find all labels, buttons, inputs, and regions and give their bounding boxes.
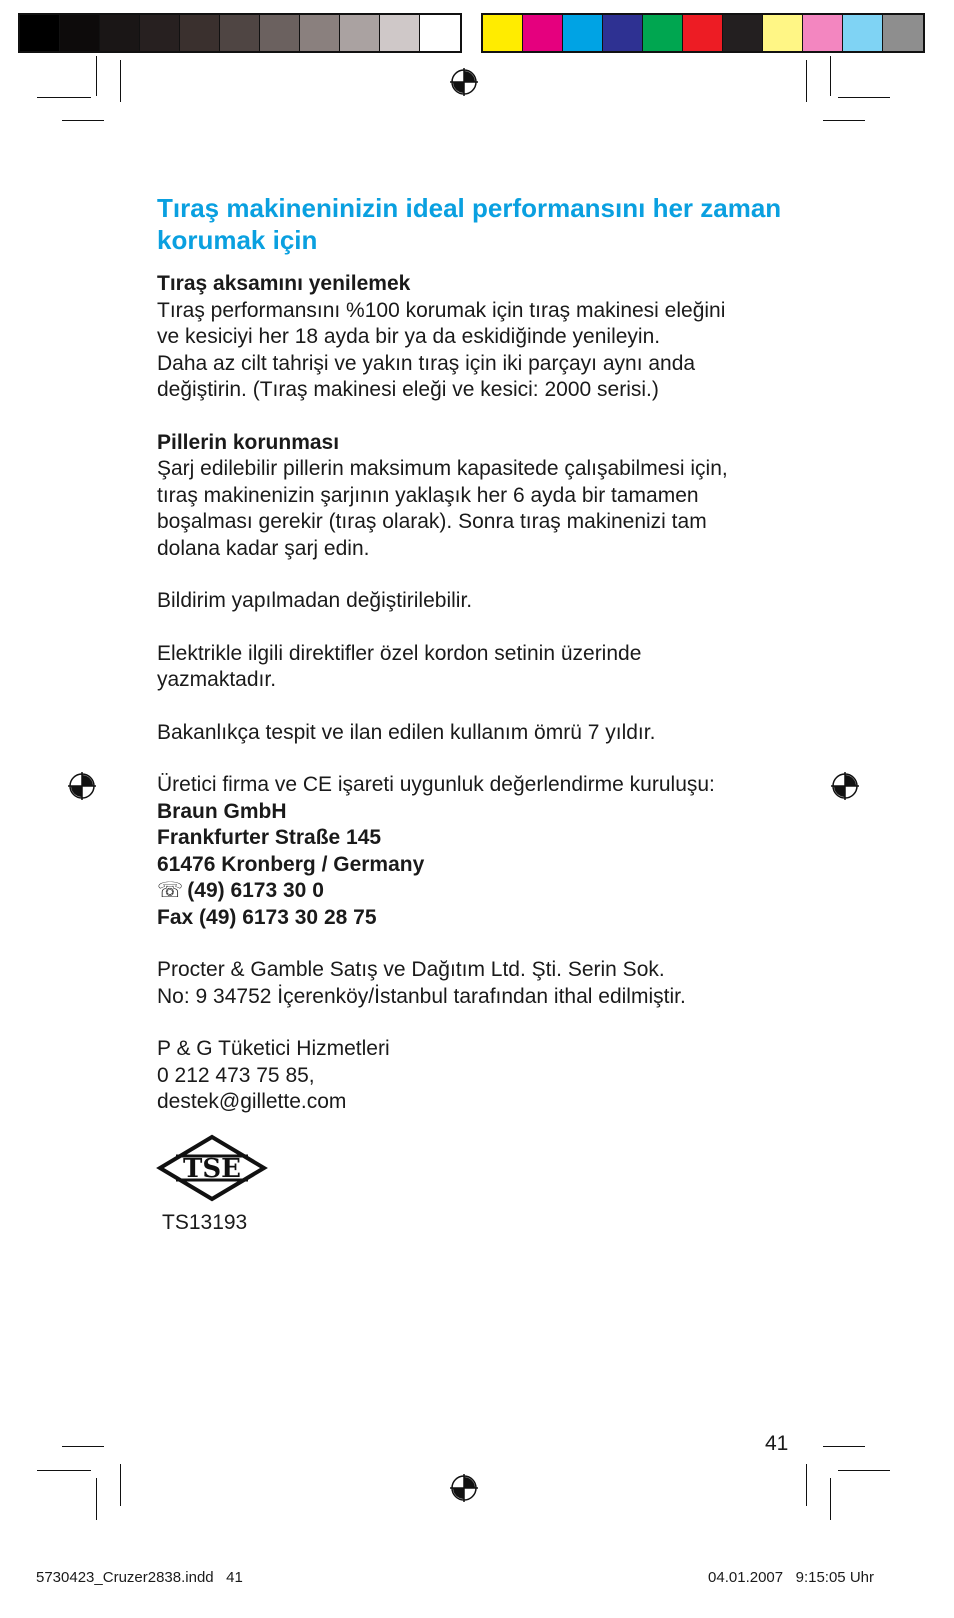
manufacturer-block [157, 772, 807, 931]
tse-logo-text: TSE [183, 1154, 241, 1184]
page-title: Tıraş makineninizin ideal performansını her zaman korumak için [157, 193, 782, 255]
text-line: Procter & Gamble Satış ve Dağıtım Ltd. Şti. Serin Sok. [157, 958, 665, 981]
color-swatch-1 [483, 15, 523, 51]
color-swatch-6 [683, 15, 723, 51]
gray-swatch-10 [380, 15, 420, 51]
crop-mark [96, 1478, 97, 1520]
text-line: dolana kadar şarj edin. [157, 536, 370, 560]
grayscale-calibration-bar [18, 13, 462, 53]
gray-swatch-5 [180, 15, 220, 51]
crop-mark [806, 1464, 807, 1506]
text-line: Daha az cilt tahrişi ve yakın tıraş için iki parçayı aynı anda [157, 351, 696, 375]
crop-mark [806, 60, 807, 102]
registration-mark-icon [450, 68, 478, 96]
page-number: 41 [765, 1432, 789, 1455]
crop-mark [823, 1446, 865, 1447]
service-email: destek@gillette.com [157, 1090, 347, 1113]
phone-icon: ☏ [157, 879, 184, 902]
text-line: boşalması gerekir (tıraş olarak). Sonra tıraş makinenizi tam [157, 510, 707, 533]
crop-mark [838, 97, 890, 98]
gray-swatch-8 [300, 15, 340, 51]
notice-paragraph: Bildirim yapılmadan değiştirilebilir. [157, 589, 473, 612]
manufacturer-city: 61476 Kronberg / Germany [157, 852, 425, 876]
color-swatch-8 [763, 15, 803, 51]
color-calibration-bar [481, 13, 925, 53]
color-swatch-7 [723, 15, 763, 51]
service-name: P & G Tüketici Hizmetleri [157, 1037, 390, 1060]
registration-mark-icon [831, 772, 859, 800]
text-line: değiştirin. (Tıraş makinesi eleği ve kesici: 2000 serisi.) [157, 378, 659, 401]
crop-mark [120, 1464, 121, 1506]
gray-swatch-1 [20, 15, 60, 51]
registration-mark-icon [68, 772, 96, 800]
service-block [157, 1036, 807, 1116]
footer-file-info: 5730423_Cruzer2838.indd 41 [36, 1569, 243, 1586]
color-swatch-5 [643, 15, 683, 51]
directives-paragraph [157, 641, 807, 694]
crop-mark [37, 1470, 91, 1471]
gray-swatch-11 [420, 15, 460, 51]
text-line: tıraş makinenizin şarjının yaklaşık her 6 ayda bir tamamen [157, 483, 699, 507]
crop-mark [830, 56, 831, 96]
text-line: Tıraş performansını %100 korumak için tıraş makinesi eleğini [157, 298, 726, 322]
manufacturer-intro: Üretici firma ve CE işareti uygunluk değerlendirme kuruluşu: [157, 773, 715, 796]
crop-mark [37, 97, 91, 98]
gray-swatch-7 [260, 15, 300, 51]
color-swatch-2 [523, 15, 563, 51]
text-line: No: 9 34752 İçerenköy/İstanbul tarafından ithal edilmiştir. [157, 984, 686, 1008]
crop-mark [830, 1478, 831, 1520]
crop-mark [62, 120, 104, 121]
text-line: Şarj edilebilir pillerin maksimum kapasitede çalışabilmesi için, [157, 457, 728, 480]
gray-swatch-4 [140, 15, 180, 51]
manufacturer-fax: Fax (49) 6173 30 28 75 [157, 905, 377, 929]
text-line: ve kesiciyi her 18 ayda bir ya da eskidiğinde yenileyin. [157, 325, 661, 348]
text-line: yazmaktadır. [157, 668, 277, 691]
section-heading: Tıraş aksamını yenilemek [157, 272, 411, 295]
crop-mark [823, 120, 865, 121]
lifetime-paragraph: Bakanlıkça tespit ve ilan edilen kullanım ömrü 7 yıldır. [157, 720, 656, 744]
text-line: Elektrikle ilgili direktifler özel kordon setinin üzerinde [157, 641, 642, 665]
gray-swatch-9 [340, 15, 380, 51]
manufacturer-phone-line [157, 878, 807, 905]
color-swatch-3 [563, 15, 603, 51]
crop-mark [96, 56, 97, 96]
crop-mark [838, 1470, 890, 1471]
gray-swatch-3 [100, 15, 140, 51]
registration-mark-icon [450, 1474, 478, 1502]
service-phone: 0 212 473 75 85, [157, 1063, 315, 1087]
manufacturer-phone: (49) 6173 30 0 [187, 879, 324, 902]
tse-standard-code: TS13193 [162, 1211, 248, 1234]
importer-block [157, 957, 807, 1010]
color-swatch-10 [843, 15, 883, 51]
color-swatch-11 [883, 15, 923, 51]
gray-swatch-2 [60, 15, 100, 51]
gray-swatch-6 [220, 15, 260, 51]
document-body [157, 192, 807, 1142]
section-heading: Pillerin korunması [157, 430, 340, 454]
color-swatch-4 [603, 15, 643, 51]
color-swatch-9 [803, 15, 843, 51]
section-battery-care [157, 430, 807, 563]
manufacturer-name: Braun GmbH [157, 799, 287, 823]
section-replace-parts [157, 271, 807, 404]
crop-mark [120, 60, 121, 102]
manufacturer-street: Frankfurter Straße 145 [157, 826, 382, 849]
tse-logo [156, 1134, 268, 1202]
crop-mark [62, 1446, 104, 1447]
footer-date-info: 04.01.2007 9:15:05 Uhr [708, 1569, 874, 1586]
